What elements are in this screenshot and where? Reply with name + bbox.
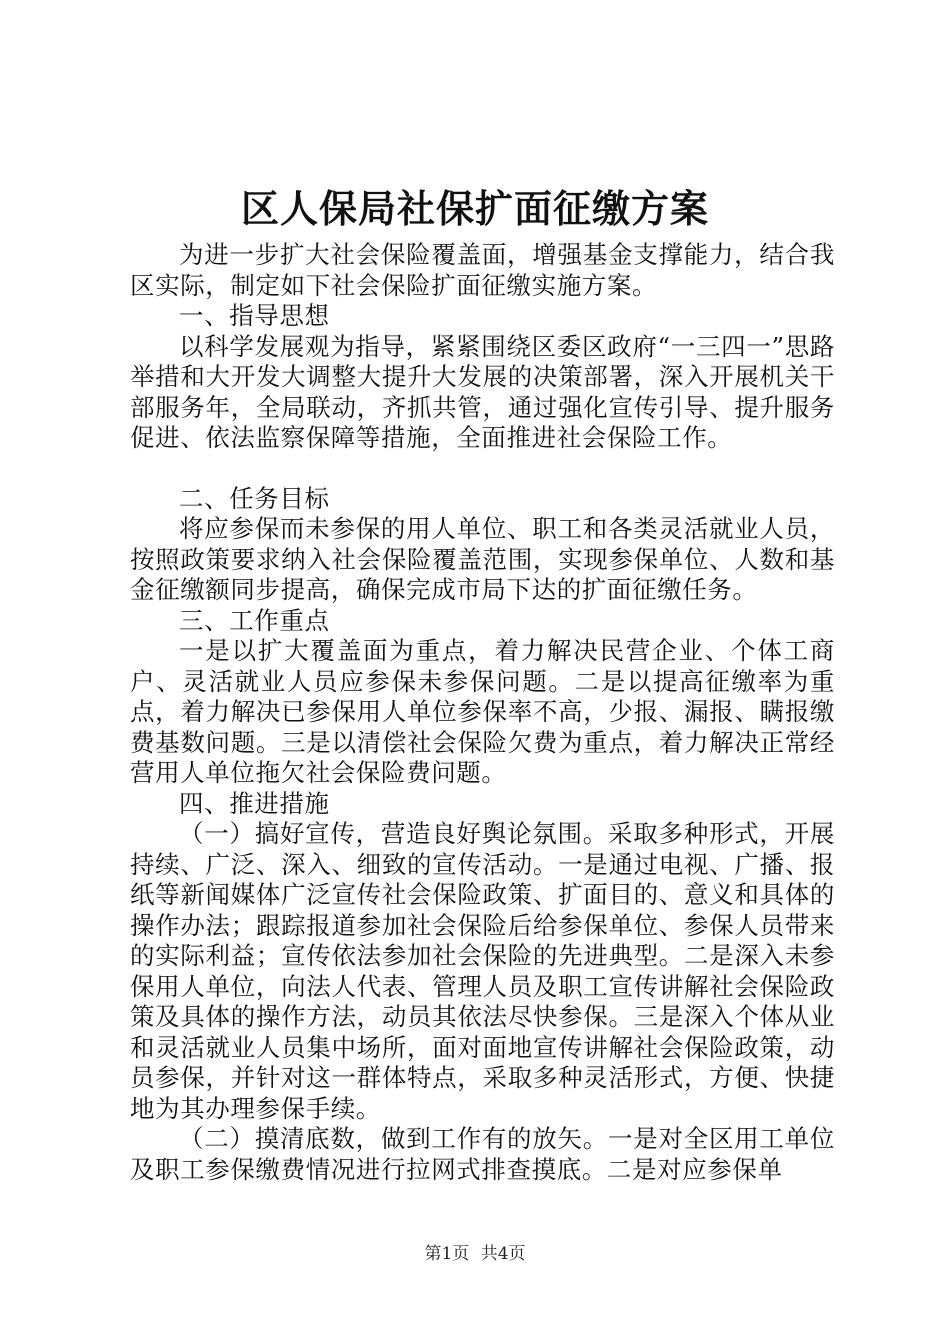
section-heading-guiding-ideology: 一、指导思想 [179,301,330,330]
page-title: 区人保局社保扩面征缴方案 [240,186,709,231]
section-heading-task-goals: 二、任务目标 [179,483,330,513]
document-body [130,240,835,1185]
page-footer [0,1243,950,1265]
intro-paragraph: 为进一步扩大社会保险覆盖面，增强基金支撑能力，结合我区实际，制定如下社会保险扩面征缴实施方案。 [130,240,835,300]
paragraph-spacer [130,454,835,484]
page-total: 共4页 [480,1244,526,1264]
measures-paragraph-1: （一）搞好宣传，营造良好舆论氛围。采取多种形式，开展持续、广泛、深入、细致的宣传活动。一是通过电视、广播、报纸等新闻媒体广泛宣传社会保险政策、扩面目的、意义和具体的操作办法；跟踪报道参加社会保险后给参保单位、参保人员带来的实际利益；宣传依法参加社会保险的先进典型。二是深入未参保用人单位，向法人代表、管理人员及职工宣传讲解社会保险政策及具体的操作方法，动员其依法尽快参保。三是深入个体从业和灵活就业人员集中场所，面对面地宣传讲解社会保险政策，动员参保，并针对这一群体特点，采取多种灵活形式，方便、快捷地为其办理参保手续。 [130,819,835,1123]
task-goals-paragraph: 将应参保而未参保的用人单位、职工和各类灵活就业人员，按照政策要求纳入社会保险覆盖范围，实现参保单位、人数和基金征缴额同步提高，确保完成市局下达的扩面征缴任务。 [130,514,835,604]
guiding-ideology-paragraph: 以科学发展观为指导，紧紧围绕区委区政府“一三四一”思路举措和大开发大调整大提升大发展的决策部署，深入开展机关干部服务年，全局联动，齐抓共管，通过强化宣传引导、提升服务促进、依法监察保障等措施，全面推进社会保险工作。 [130,331,835,452]
section-heading-work-focus: 三、工作重点 [179,605,330,635]
section-heading-measures: 四、推进措施 [179,788,330,818]
measures-paragraph-2: （二）摸清底数，做到工作有的放矢。一是对全区用工单位及职工参保缴费情况进行拉网式排查摸底。二是对应参保单 [130,1124,835,1184]
page-number: 第1页 [424,1244,470,1264]
work-focus-paragraph: 一是以扩大覆盖面为重点，着力解决民营企业、个体工商户、灵活就业人员应参保未参保问题。二是以提高征缴率为重点，着力解决已参保用人单位参保率不高，少报、漏报、瞒报缴费基数问题。三是以清偿社会保险欠费为重点，着力解决正常经营用人单位拖欠社会保险费问题。 [130,636,835,787]
